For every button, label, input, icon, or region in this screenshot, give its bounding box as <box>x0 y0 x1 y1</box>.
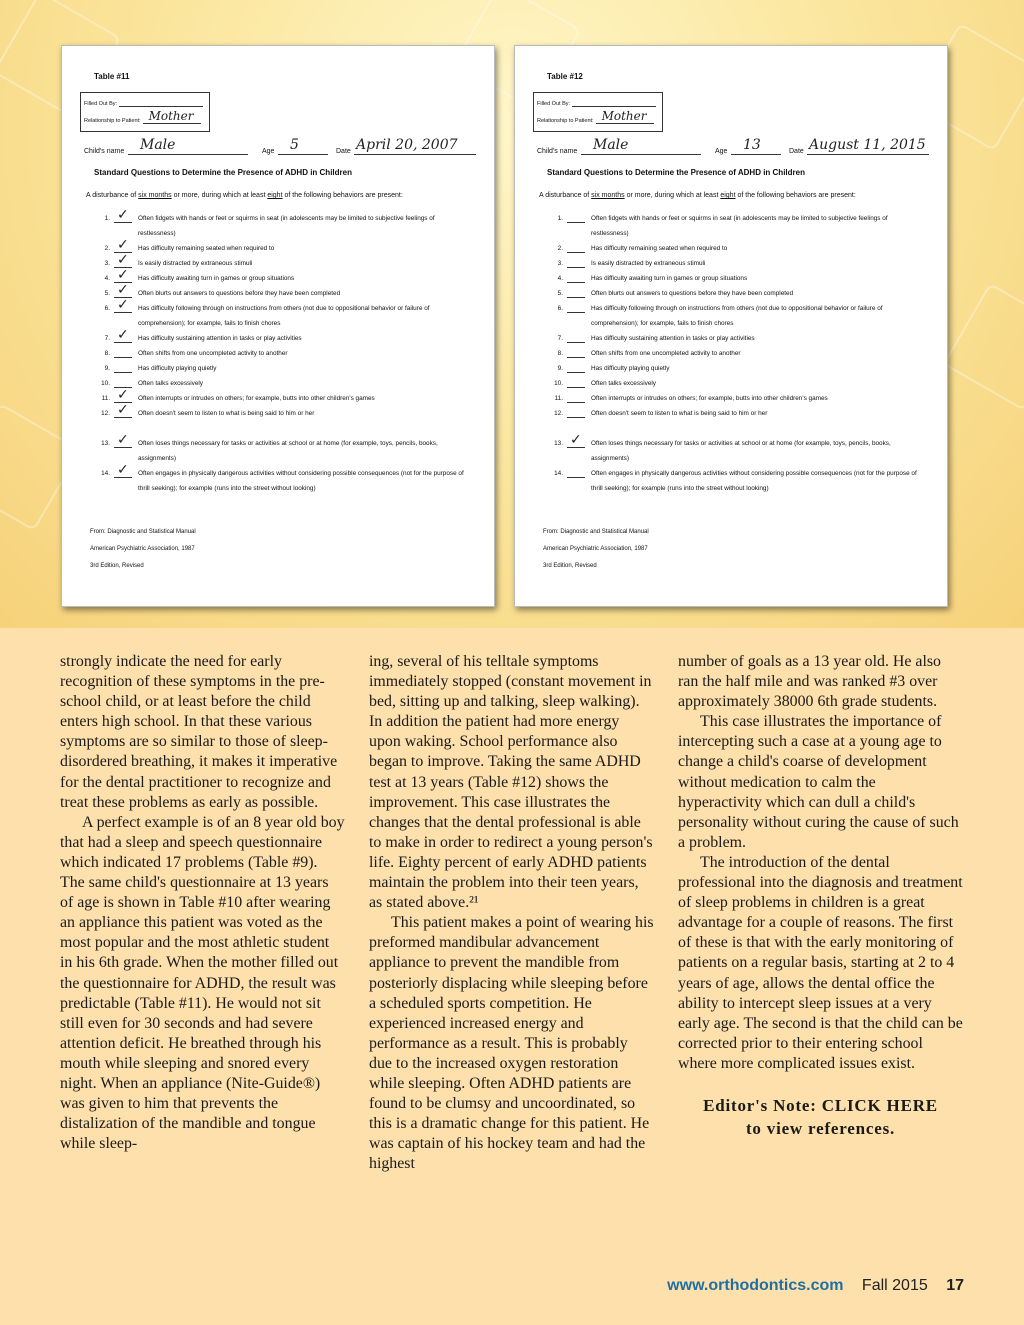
question-number: 12. <box>101 410 110 417</box>
relationship-label: Relationship to Patient: <box>84 118 141 124</box>
check-mark-icon: ✓ <box>117 237 129 253</box>
form-heading: Standard Questions to Determine the Presence of ADHD in Children <box>547 168 805 177</box>
question-number: 14. <box>101 470 110 477</box>
question-text: Has difficulty following through on instructions from others (not due to oppositional behavior or failure of comprehension); for example, fails to finish chores <box>138 305 430 327</box>
answer-blank <box>114 362 132 373</box>
paragraph: This patient makes a point of wearing his preformed mandibular advancement appliance to prevent the mandible from posteriorly displacing while sleeping before a scheduled sports competition. He experienced increased energy and performance as a result. This is probably due to the increased oxygen restoration while sleeping. Often ADHD patients are found to be clumsy and uncoordinated, so this is a dramatic change for this patient. He was captain of his hockey team and had the highest <box>369 914 654 1173</box>
article-column-1 <box>60 652 345 1154</box>
question-number: 10. <box>101 380 110 387</box>
relationship-value: Mother <box>148 109 194 123</box>
answer-blank <box>567 407 585 418</box>
question-text: Often blurts out answers to questions before they have been completed <box>138 290 341 297</box>
question-number: 2. <box>557 245 563 252</box>
source-line-3: 3rd Edition, Revised <box>90 563 144 569</box>
check-mark-icon: ✓ <box>117 297 129 313</box>
question-text: Often interrupts or intrudes on others; for example, butts into other children's games <box>138 395 375 402</box>
answer-blank <box>567 242 585 253</box>
date-value: April 20, 2007 <box>356 137 458 153</box>
age-value: 5 <box>290 137 299 153</box>
question-text: Often blurts out answers to questions before they have been completed <box>591 290 794 297</box>
editor-note-line-1[interactable]: Editor's Note: CLICK HERE <box>703 1095 938 1115</box>
check-mark-icon: ✓ <box>117 432 129 448</box>
relationship-label: Relationship to Patient: <box>537 118 594 124</box>
question-text: Often fidgets with hands or feet or squirms in seat (in adolescents may be limited to subjective feelings of restlessness) <box>138 215 435 237</box>
check-mark-icon: ✓ <box>117 252 129 268</box>
question-number: 8. <box>104 350 110 357</box>
question-number: 6. <box>104 305 110 312</box>
paragraph: number of goals as a 13 year old. He also ran the half mile and was ranked #3 over approximately 38000 6th grade students. <box>678 653 942 711</box>
source-line-2: American Psychiatric Association, 1987 <box>543 546 648 552</box>
date-label: Date <box>336 148 351 155</box>
question-number: 13. <box>554 440 563 447</box>
question-text: Has difficulty following through on instructions from others (not due to oppositional behavior or failure of comprehension); for example, fails to finish chores <box>591 305 883 327</box>
answer-blank <box>567 362 585 373</box>
answer-blank <box>567 287 585 298</box>
question-number: 1. <box>557 215 563 222</box>
hexagon-decoration <box>943 283 1024 411</box>
answer-blank <box>567 377 585 388</box>
question-number: 2. <box>104 245 110 252</box>
question-number: 9. <box>557 365 563 372</box>
question-text: Often engages in physically dangerous activities without considering possible consequences (not for the purpose of thrill seeking); for example (runs into the street without looking) <box>591 470 917 492</box>
question-number: 4. <box>104 275 110 282</box>
question-number: 8. <box>557 350 563 357</box>
filled-out-box <box>80 92 210 132</box>
answer-blank <box>567 257 585 268</box>
table-11-form <box>61 45 495 607</box>
question-number: 13. <box>101 440 110 447</box>
source-line-2: American Psychiatric Association, 1987 <box>90 546 195 552</box>
answer-blank <box>567 392 585 403</box>
page-number: 17 <box>946 1277 964 1294</box>
question-text: Is easily distracted by extraneous stimuli <box>138 260 253 267</box>
answer-blank <box>114 347 132 358</box>
child-name-value: Male <box>140 137 176 153</box>
question-number: 5. <box>557 290 563 297</box>
answer-blank <box>567 272 585 283</box>
question-number: 14. <box>554 470 563 477</box>
question-text: Has difficulty awaiting turn in games or group situations <box>138 275 295 282</box>
child-name-value: Male <box>593 137 629 153</box>
question-text: Is easily distracted by extraneous stimuli <box>591 260 706 267</box>
answer-blank <box>567 347 585 358</box>
question-number: 3. <box>104 260 110 267</box>
question-number: 11. <box>554 395 563 402</box>
date-label: Date <box>789 148 804 155</box>
question-text: Often doesn't seem to listen to what is being said to him or her <box>591 410 768 417</box>
child-name-label: Child's name <box>84 148 125 155</box>
question-text: Has difficulty sustaining attention in tasks or play activities <box>138 335 302 342</box>
check-mark-icon: ✓ <box>117 207 129 223</box>
issue-label: Fall 2015 <box>861 1277 928 1294</box>
question-text: Often interrupts or intrudes on others; for example, butts into other children's games <box>591 395 828 402</box>
child-name-label: Child's name <box>537 148 578 155</box>
relationship-value: Mother <box>601 109 647 123</box>
age-label: Age <box>262 148 275 155</box>
age-value: 13 <box>743 137 761 153</box>
question-text: Often loses things necessary for tasks or activities at school or at home (for example, toys, pencils, books, assignments) <box>138 440 438 462</box>
filled-out-label: Filled Out By: <box>537 101 571 107</box>
check-mark-icon: ✓ <box>117 327 129 343</box>
website-link[interactable]: www.orthodontics.com <box>667 1277 844 1294</box>
question-text: Often engages in physically dangerous activities without considering possible consequences (not for the purpose of thrill seeking); for example (runs into the street without looking) <box>138 470 464 492</box>
question-text: Often shifts from one uncompleted activity to another <box>591 350 741 357</box>
check-mark-icon: ✓ <box>117 387 129 403</box>
answer-blank <box>567 212 585 223</box>
question-number: 6. <box>557 305 563 312</box>
question-text: Has difficulty playing quietly <box>138 365 217 372</box>
form-intro: A disturbance of six months or more, during which at least eight of the following behaviors are present: <box>86 192 403 199</box>
question-text: Has difficulty playing quietly <box>591 365 670 372</box>
form-intro: A disturbance of six months or more, during which at least eight of the following behaviors are present: <box>539 192 856 199</box>
answer-blank <box>567 332 585 343</box>
question-text: Often shifts from one uncompleted activity to another <box>138 350 288 357</box>
editor-note-line-2[interactable]: to view references. <box>745 1118 896 1138</box>
paragraph: The introduction of the dental professional into the diagnosis and treatment of sleep problems in children is a great advantage for a couple of reasons. The first of these is that with the early monitoring of patients on a regular basis, starting at 2 to 4 years of age, allows the dental office the ability to intercept sleep issues at a very early age. The second is that the child can be corrected prior to their entering school where more complicated issues exist. <box>678 853 963 1072</box>
check-mark-icon: ✓ <box>117 282 129 298</box>
age-label: Age <box>715 148 728 155</box>
answer-blank <box>567 467 585 478</box>
question-text: Has difficulty awaiting turn in games or group situations <box>591 275 748 282</box>
paragraph: ing, several of his telltale symptoms immediately stopped (constant movement in bed, sitting up and talking, sleep walking). In addition the patient had more energy upon waking. School performance also began to improve. Taking the same ADHD test at 13 years (Table #12) shows the improvement. This case illustrates the changes that the dental professional is able to make in order to redirect a young person's life. Eighty percent of early ADHD patients maintain the problem into their teen years, as stated above.²¹ <box>369 653 653 912</box>
date-value: August 11, 2015 <box>809 137 926 153</box>
question-text: Has difficulty sustaining attention in tasks or play activities <box>591 335 755 342</box>
check-mark-icon: ✓ <box>117 402 129 418</box>
question-text: Often doesn't seem to listen to what is being said to him or her <box>138 410 315 417</box>
question-text: Often talks excessively <box>591 380 656 387</box>
question-number: 7. <box>104 335 110 342</box>
question-number: 3. <box>557 260 563 267</box>
source-line-1: From: Diagnostic and Statistical Manual <box>90 529 196 535</box>
source-line-3: 3rd Edition, Revised <box>543 563 597 569</box>
paragraph: A perfect example is of an 8 year old boy that had a sleep and speech questionnaire which indicated 17 problems (Table #9). The same child's questionnaire at 13 years of age is shown in Table #10 after wearing an appliance this patient was voted as the most popular and the most athletic student in his 6th grade. When the mother filled out the questionnaire for ADHD, the result was predictable (Table #11). He would not sit still even for 30 seconds and had severe attention deficit. He breathed through his mouth while sleeping and snored every night. When an appliance (Nite-Guide®) was given to him that prevents the distalization of the mandible and tongue while sleep- <box>60 813 345 1153</box>
article-column-3 <box>678 652 963 1140</box>
question-number: 10. <box>554 380 563 387</box>
filled-out-box <box>533 92 663 132</box>
form-table-label: Table #12 <box>547 72 583 81</box>
question-number: 12. <box>554 410 563 417</box>
question-number: 4. <box>557 275 563 282</box>
filled-out-label: Filled Out By: <box>84 101 118 107</box>
question-text: Has difficulty remaining seated when required to <box>591 245 728 252</box>
article-column-2 <box>369 652 654 1174</box>
paragraph: strongly indicate the need for early recognition of these symptoms in the pre-school child, or at least before the child enters high school. In that these various symptoms are so similar to those of sleep-disordered breathing, it makes it imperative for the dental practitioner to recognize and treat these problems as early as possible. <box>60 653 338 811</box>
table-12-form <box>514 45 948 607</box>
check-mark-icon: ✓ <box>570 432 582 448</box>
page-footer <box>667 1277 964 1295</box>
question-number: 1. <box>104 215 110 222</box>
check-mark-icon: ✓ <box>117 267 129 283</box>
question-number: 7. <box>557 335 563 342</box>
source-line-1: From: Diagnostic and Statistical Manual <box>543 529 649 535</box>
question-text: Often talks excessively <box>138 380 203 387</box>
editor-note-link[interactable] <box>678 1094 963 1140</box>
question-number: 5. <box>104 290 110 297</box>
answer-blank <box>567 302 585 313</box>
question-text: Has difficulty remaining seated when required to <box>138 245 275 252</box>
form-heading: Standard Questions to Determine the Presence of ADHD in Children <box>94 168 352 177</box>
question-text: Often loses things necessary for tasks or activities at school or at home (for example, toys, pencils, books, assignments) <box>591 440 891 462</box>
form-table-label: Table #11 <box>94 72 130 81</box>
question-number: 11. <box>101 395 110 402</box>
paragraph: This case illustrates the importance of intercepting such a case at a young age to change a child's coarse of development without medication to calm the hyperactivity which can dull a child's personality without curing the cause of such a problem. <box>678 713 959 851</box>
child-info-line <box>84 139 484 155</box>
question-number: 9. <box>104 365 110 372</box>
question-text: Often fidgets with hands or feet or squirms in seat (in adolescents may be limited to subjective feelings of restlessness) <box>591 215 888 237</box>
child-info-line <box>537 139 937 155</box>
check-mark-icon: ✓ <box>117 462 129 478</box>
